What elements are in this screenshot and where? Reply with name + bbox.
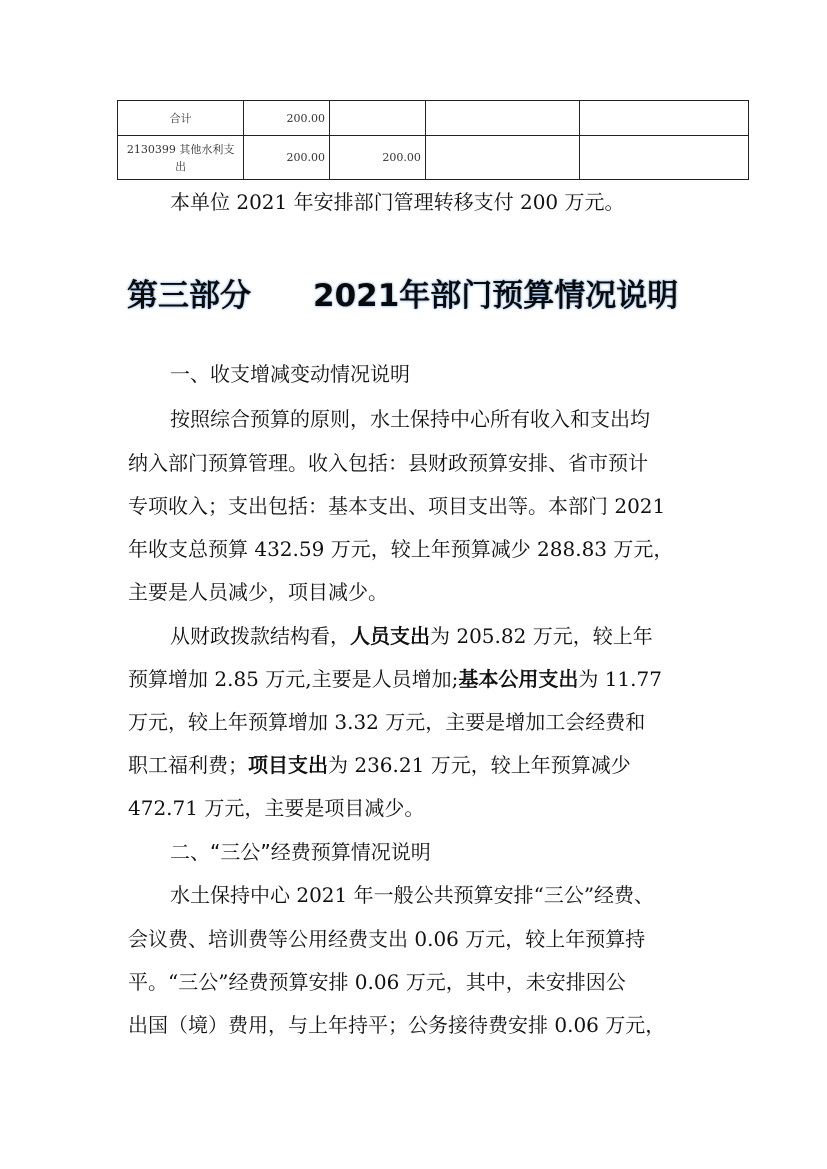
table-cell — [425, 136, 579, 180]
table-cell — [330, 101, 426, 136]
text-run: 为 205.82 万元，较上年 — [430, 624, 653, 648]
paragraph-line: 472.71 万元，主要是项目减少。 — [128, 796, 425, 820]
table-row — [118, 101, 749, 136]
paragraph-line: 专项收入；支出包括：基本支出、项目支出等。本部门 2021 — [128, 494, 666, 518]
paragraph-line: 万元，较上年预算增加 3.32 万元，主要是增加工会经费和 — [128, 710, 646, 734]
table-cell: 2130399 其他水利支出 — [118, 136, 244, 180]
part-label: 第三部分 — [127, 278, 251, 314]
paragraph-line: 平。“三公”经费预算安排 0.06 万元，其中，未安排因公 — [128, 970, 626, 994]
text-run: 从财政拨款结构看， — [170, 624, 350, 648]
text-run: 为 236.21 万元，较上年预算减少 — [328, 753, 631, 777]
table-cell — [580, 101, 749, 136]
bold-term: 人员支出 — [350, 624, 430, 648]
text-run: 职工福利费； — [128, 753, 248, 777]
table-row — [118, 136, 749, 180]
text-run: 预算增加 2.85 万元,主要是人员增加; — [128, 667, 459, 691]
budget-table — [117, 100, 749, 180]
table-cell: 200.00 — [244, 136, 330, 180]
paragraph-line: 水土保持中心 2021 年一般公共预算安排“三公”经费、 — [170, 883, 655, 907]
text-run: 为 11.77 — [578, 667, 662, 691]
paragraph-line: 出国（境）费用，与上年持平；公务接待费安排 0.06 万元， — [128, 1013, 666, 1037]
table-cell: 合计 — [118, 101, 244, 136]
table-cell — [425, 101, 579, 136]
paragraph-line — [170, 622, 653, 650]
paragraph-line: 纳入部门预算管理。收入包括：县财政预算安排、省市预计 — [128, 451, 648, 475]
section-1-heading: 一、收支增减变动情况说明 — [170, 362, 410, 386]
bold-term: 基本公用支出 — [458, 667, 579, 691]
paragraph-line: 年收支总预算 432.59 万元，较上年预算减少 288.83 万元， — [128, 537, 674, 561]
paragraph-line — [128, 665, 662, 693]
paragraph-line — [128, 751, 631, 779]
section-2-heading: 二、“三公”经费预算情况说明 — [170, 840, 431, 864]
part-heading — [127, 270, 678, 315]
paragraph-line: 会议费、培训费等公用经费支出 0.06 万元，较上年预算持 — [128, 927, 646, 951]
bold-term: 项目支出 — [248, 753, 328, 777]
paragraph-line: 按照综合预算的原则，水土保持中心所有收入和支出均 — [170, 407, 650, 431]
table-cell: 200.00 — [330, 136, 426, 180]
transfer-note: 本单位 2021 年安排部门管理转移支付 200 万元。 — [170, 190, 625, 214]
paragraph-line: 主要是人员减少，项目减少。 — [128, 580, 388, 604]
table-cell — [580, 136, 749, 180]
part-title: 2021年部门预算情况说明 — [313, 278, 679, 314]
table-cell: 200.00 — [244, 101, 330, 136]
